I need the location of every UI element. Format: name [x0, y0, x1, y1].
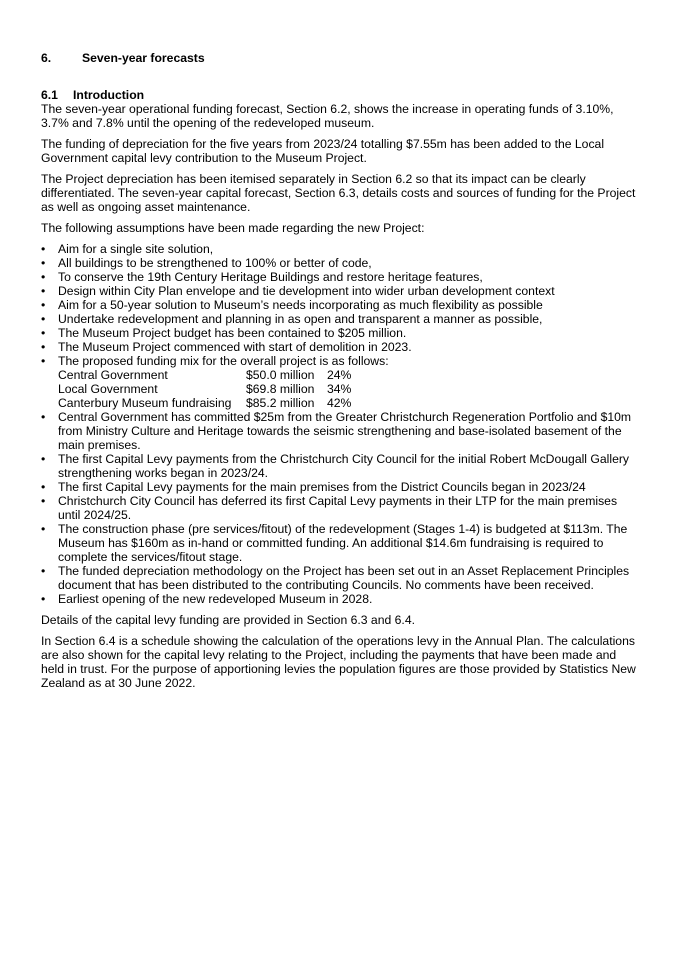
- list-item: • Undertake redevelopment and planning in as open and transparent a manner as possible,: [41, 312, 543, 326]
- funding-source: Local Government: [58, 382, 158, 396]
- list-item: • Aim for a 50-year solution to Museum’s needs incorporating as much flexibility as possible: [41, 298, 543, 312]
- bullet-icon: •: [41, 340, 46, 354]
- bullet-icon: •: [41, 564, 46, 578]
- bullet-icon: •: [41, 410, 46, 424]
- bullet-icon: •: [41, 284, 46, 298]
- paragraph-levy-schedule: In Section 6.4 is a schedule showing the calculation of the operations levy in the Annual Plan. The calculations are also shown for the capital levy relating to the Project, including the payments that have been made and held in trust. For the purpose of apportioning levies the population figures are those provided by Statistics New Zealand as at 30 June 2022.: [41, 634, 636, 690]
- bullet-icon: •: [41, 312, 46, 326]
- bullet-icon: •: [41, 270, 46, 284]
- subsection-number: 6.1: [41, 88, 58, 102]
- paragraph-assumptions-intro: The following assumptions have been made regarding the new Project:: [41, 221, 425, 235]
- list-item: • Central Government has committed $25m from the Greater Christchurch Regeneration Portfolio and $10m from Ministry Culture and Heritage towards the seismic strengthening and base-isolated basement of the main premises.: [41, 410, 632, 452]
- funding-mix-table: [58, 368, 351, 410]
- document-page: [41, 51, 641, 697]
- section-number: 6.: [41, 51, 52, 65]
- funding-percent: 24%: [327, 368, 352, 382]
- list-item: • The first Capital Levy payments for the main premises from the District Councils began in 2023/24: [41, 480, 586, 494]
- funding-amount: $50.0 million: [246, 368, 315, 382]
- list-item: • The first Capital Levy payments from the Christchurch City Council for the initial Robert McDougall Gallery strengthening works began in 2023/24.: [41, 452, 629, 480]
- bullet-icon: •: [41, 452, 46, 466]
- list-item: • The Museum Project commenced with start of demolition in 2023.: [41, 340, 412, 354]
- funding-amount: $69.8 million: [246, 382, 315, 396]
- bullet-icon: •: [41, 242, 46, 256]
- funding-percent: 42%: [327, 396, 352, 410]
- list-item: • To conserve the 19th Century Heritage Buildings and restore heritage features,: [41, 270, 483, 284]
- list-item: • The construction phase (pre services/fitout) of the redevelopment (Stages 1-4) is budgeted at $113m. The Museum has $160m as in-hand or committed funding. An additional $14.6m fundraising is required to complete the services/fitout stage.: [41, 522, 628, 564]
- table-row: [58, 368, 351, 382]
- list-item: • Christchurch City Council has deferred its first Capital Levy payments in their LTP for the main premises until 2024/25.: [41, 494, 618, 522]
- funding-source: Canterbury Museum fundraising: [58, 396, 232, 410]
- funding-mix-intro: The proposed funding mix for the overall project is as follows:: [58, 354, 389, 368]
- section-title: Seven-year forecasts: [82, 51, 205, 65]
- bullet-icon: •: [41, 298, 46, 312]
- paragraph-operational-forecast: The seven-year operational funding forecast, Section 6.2, shows the increase in operating funds of 3.10%, 3.7% and 7.8% until the opening of the redeveloped museum.: [41, 102, 614, 130]
- bullet-icon: •: [41, 354, 46, 368]
- assumptions-list: [41, 242, 641, 606]
- bullet-icon: •: [41, 522, 46, 536]
- table-row: [58, 396, 351, 410]
- list-item: • Earliest opening of the new redeveloped Museum in 2028.: [41, 592, 373, 606]
- list-item: • Design within City Plan envelope and tie development into wider urban development context: [41, 284, 555, 298]
- paragraph-capital-levy-details: Details of the capital levy funding are provided in Section 6.3 and 6.4.: [41, 613, 415, 627]
- list-item: • The Museum Project budget has been contained to $205 million.: [41, 326, 407, 340]
- bullet-icon: •: [41, 592, 46, 606]
- list-item: • All buildings to be strengthened to 100% or better of code,: [41, 256, 372, 270]
- paragraph-depreciation-funding: The funding of depreciation for the five years from 2023/24 totalling $7.55m has been added to the Local Government capital levy contribution to the Museum Project.: [41, 137, 605, 165]
- subsection-heading: [41, 88, 641, 102]
- funding-source: Central Government: [58, 368, 168, 382]
- funding-amount: $85.2 million: [246, 396, 315, 410]
- bullet-icon: •: [41, 326, 46, 340]
- funding-percent: 34%: [327, 382, 352, 396]
- list-item: • Aim for a single site solution,: [41, 242, 214, 256]
- table-row: [58, 382, 351, 396]
- bullet-icon: •: [41, 494, 46, 508]
- bullet-icon: •: [41, 256, 46, 270]
- section-heading: [41, 51, 641, 66]
- bullet-icon: •: [41, 480, 46, 494]
- list-item: • The funded depreciation methodology on the Project has been set out in an Asset Replacement Principles document that has been distributed to the contributing Councils. No comments have been received.: [41, 564, 630, 592]
- paragraph-project-depreciation: The Project depreciation has been itemised separately in Section 6.2 so that its impact can be clearly differentiated. The seven-year capital forecast, Section 6.3, details costs and sources of funding for the Project as well as ongoing asset maintenance.: [41, 172, 636, 214]
- list-item-funding-mix: [41, 354, 641, 410]
- subsection-title: Introduction: [73, 88, 145, 102]
